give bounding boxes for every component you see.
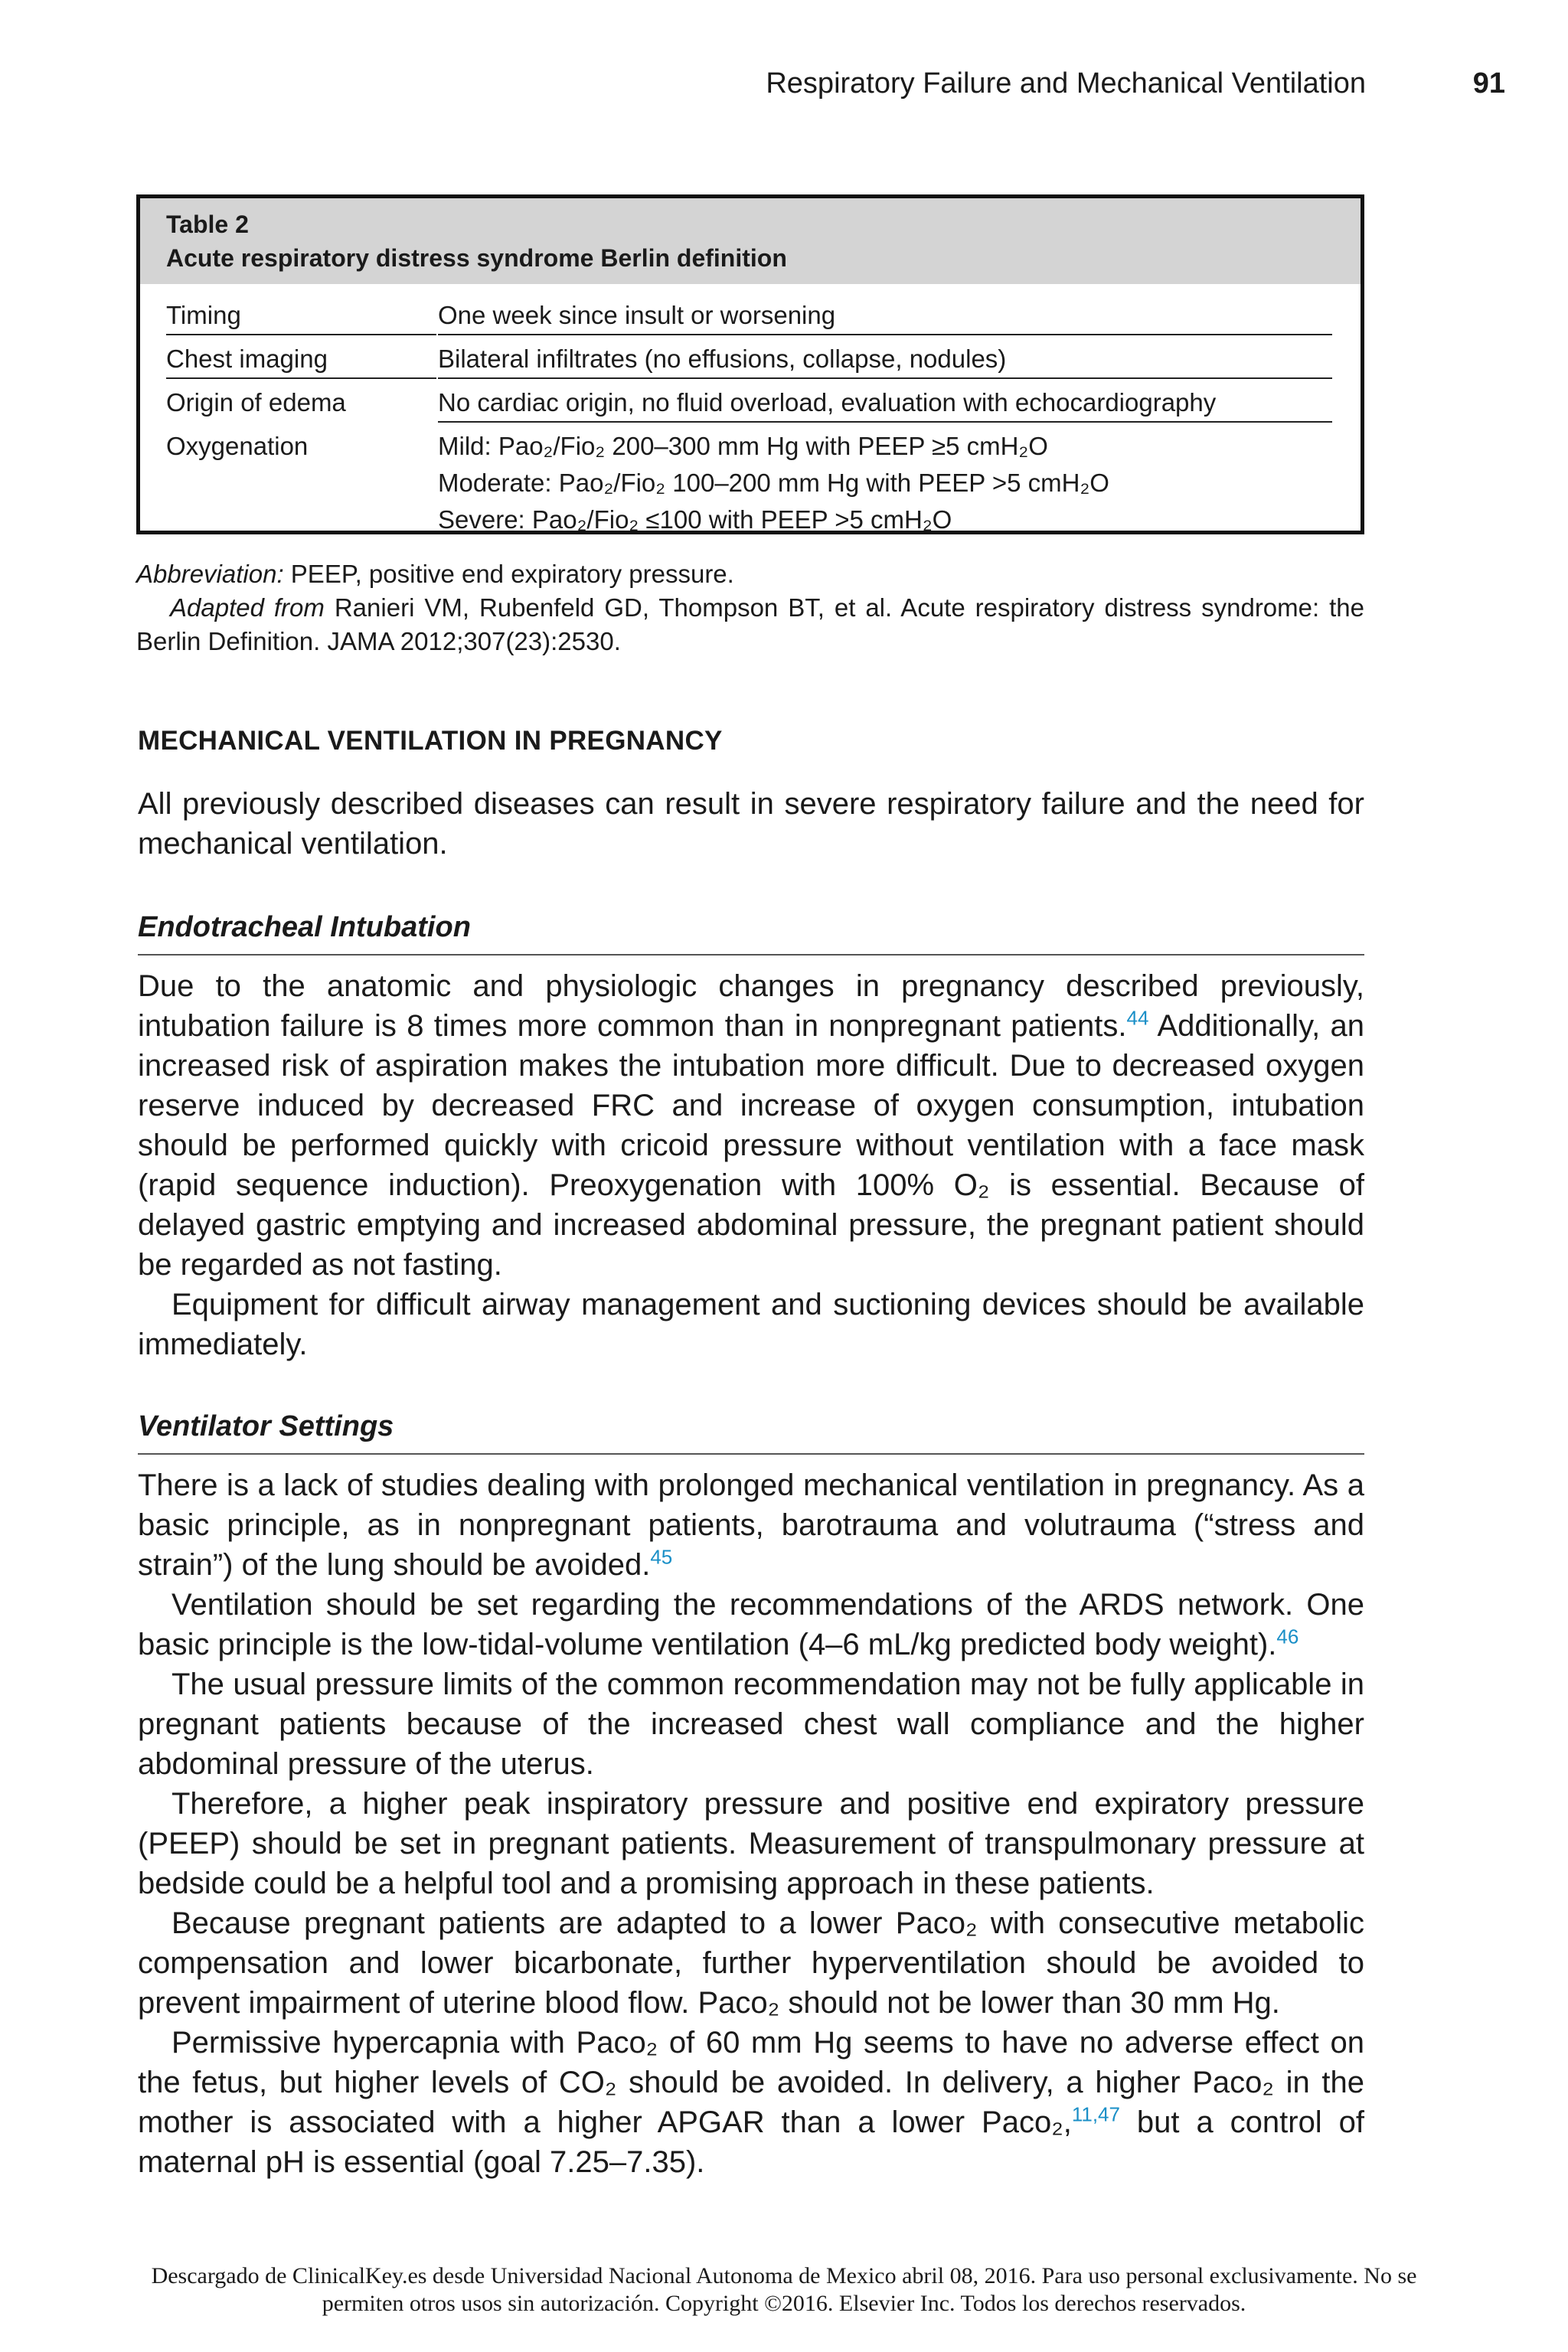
paragraph: Therefore, a higher peak inspiratory pressure and positive end expiratory pressure (PEEP) should be set in pregnant patients. Measurement of transpulmonary pressure at bedside could be a helpful tool and a promising approach in these patients. <box>138 1787 1364 1900</box>
paragraph <box>138 966 1364 1285</box>
table-row-divider <box>438 421 1332 423</box>
subheading-rule <box>138 954 1364 956</box>
citation-link[interactable]: 45 <box>650 1545 673 1569</box>
paragraph-text: Ventilation should be set regarding the recommendations of the ARDS network. One basic principle is the low-tidal-volume ventilation (4–6 mL/kg predicted body weight). <box>138 1588 1364 1661</box>
section-heading: MECHANICAL VENTILATION IN PREGNANCY <box>138 726 723 756</box>
table-row-divider <box>166 377 436 379</box>
paragraph-text: Due to the anatomic and physiologic changes in pregnancy described previously, intubation failure is 8 times more common than in nonpregnant patients. <box>138 969 1364 1043</box>
table-row-value: One week since insult or worsening <box>438 301 836 329</box>
abbreviation-text: PEEP, positive end expiratory pressure. <box>283 560 734 588</box>
paragraph: Because pregnant patients are adapted to a lower Paco₂ with consecutive metabolic compensation and lower bicarbonate, further hyperventilation should be avoided to prevent impairment of uterine blood flow. Paco₂ should not be lower than 30 mm Hg. <box>138 1906 1364 2020</box>
oxygenation-moderate: Moderate: Pao₂/Fio₂ 100–200 mm Hg with PEEP >5 cmH₂O <box>438 469 1109 497</box>
footer-line: Descargado de ClinicalKey.es desde Universidad Nacional Autonoma de Mexico abril 08, 2016. Para uso personal exclusivamente. No se <box>151 2263 1417 2288</box>
table-row-value: No cardiac origin, no fluid overload, evaluation with echocardiography <box>438 388 1217 416</box>
paragraph <box>138 1465 1364 1585</box>
adapted-text: Ranieri VM, Rubenfeld GD, Thompson BT, et al. Acute respiratory distress syndrome: the Berlin Definition. JAMA 2012;307(23):2530. <box>136 593 1364 655</box>
table-row-divider <box>438 377 1332 379</box>
table-header <box>140 198 1361 284</box>
table-row-divider <box>166 334 436 335</box>
adapted-label: Adapted from <box>170 593 325 622</box>
ventilator-body <box>138 1465 1364 2182</box>
table-footnote-abbreviation <box>136 557 1364 591</box>
paragraph-text: Permissive hypercapnia with Paco₂ of 60 mm Hg seems to have no adverse effect on the fetus, but higher levels of CO₂ should be avoided. In delivery, a higher Paco₂ in the mother is associated with a higher APGAR than a lower Paco₂, <box>138 2026 1364 2139</box>
paragraph: The usual pressure limits of the common recommendation may not be fully applicable in pregnant patients because of the increased chest wall compliance and the higher abdominal pressure of the uterus. <box>138 1668 1364 1781</box>
paragraph-text: Additionally, an increased risk of aspiration makes the intubation more difficult. Due to decreased oxygen reserve induced by decreased FRC and increase of oxygen consumption, intubation should be performed quickly with cricoid pressure without ventilation with a face mask (rapid sequence induction). Preoxygenation with 100% O₂ is essential. Because of delayed gastric emptying and increased abdominal pressure, the pregnant patient should be regarded as not fasting. <box>138 1009 1365 1282</box>
citation-link[interactable]: 44 <box>1126 1006 1149 1030</box>
subheading-rule <box>138 1453 1364 1455</box>
abbreviation-label: Abbreviation: <box>136 560 284 588</box>
subheading-intubation: Endotracheal Intubation <box>138 911 471 943</box>
table-row-key: Origin of edema <box>166 388 346 416</box>
footer-line: permiten otros usos sin autorización. Copyright ©2016. Elsevier Inc. Todos los derechos reservados. <box>322 2291 1246 2316</box>
oxygenation-mild: Mild: Pao₂/Fio₂ 200–300 mm Hg with PEEP ≥5 cmH₂O <box>438 432 1048 460</box>
subheading-ventilator-settings: Ventilator Settings <box>138 1410 394 1442</box>
table-label: Table 2 <box>166 211 249 238</box>
table-berlin-definition <box>136 194 1364 534</box>
paragraph <box>138 1585 1364 1664</box>
download-footer <box>46 2262 1522 2318</box>
oxygenation-severe: Severe: Pao₂/Fio₂ ≤100 with PEEP >5 cmH₂O <box>438 505 952 534</box>
paragraph-text: but a control of maternal pH is essential (goal 7.25–7.35). <box>138 2105 1364 2179</box>
intro-paragraph: All previously described diseases can result in severe respiratory failure and the need for mechanical ventilation. <box>138 787 1364 861</box>
table-row-key: Chest imaging <box>166 345 328 373</box>
table-row-divider <box>438 334 1332 335</box>
section-intro <box>138 784 1364 864</box>
running-title: Respiratory Failure and Mechanical Ventilation <box>766 67 1366 100</box>
table-footnote-source <box>136 591 1364 658</box>
running-header <box>0 67 1568 101</box>
paragraph-text: There is a lack of studies dealing with prolonged mechanical ventilation in pregnancy. As a basic principle, as in nonpregnant patients, barotrauma and volutrauma (“stress and strain”) of the lung should be avoided. <box>138 1468 1364 1582</box>
table-row-key: Oxygenation <box>166 432 309 460</box>
paragraph <box>138 2023 1364 2182</box>
paragraph: Equipment for difficult airway management and suctioning devices should be available immediately. <box>138 1288 1364 1361</box>
citation-link[interactable]: 46 <box>1276 1625 1299 1648</box>
intubation-body <box>138 966 1364 1364</box>
citation-link[interactable]: 11,47 <box>1071 2102 1120 2126</box>
table-caption: Acute respiratory distress syndrome Berlin definition <box>166 244 787 272</box>
table-row-key: Timing <box>166 301 241 329</box>
page-number: 91 <box>1472 67 1505 100</box>
table-row-value: Bilateral infiltrates (no effusions, collapse, nodules) <box>438 345 1007 373</box>
